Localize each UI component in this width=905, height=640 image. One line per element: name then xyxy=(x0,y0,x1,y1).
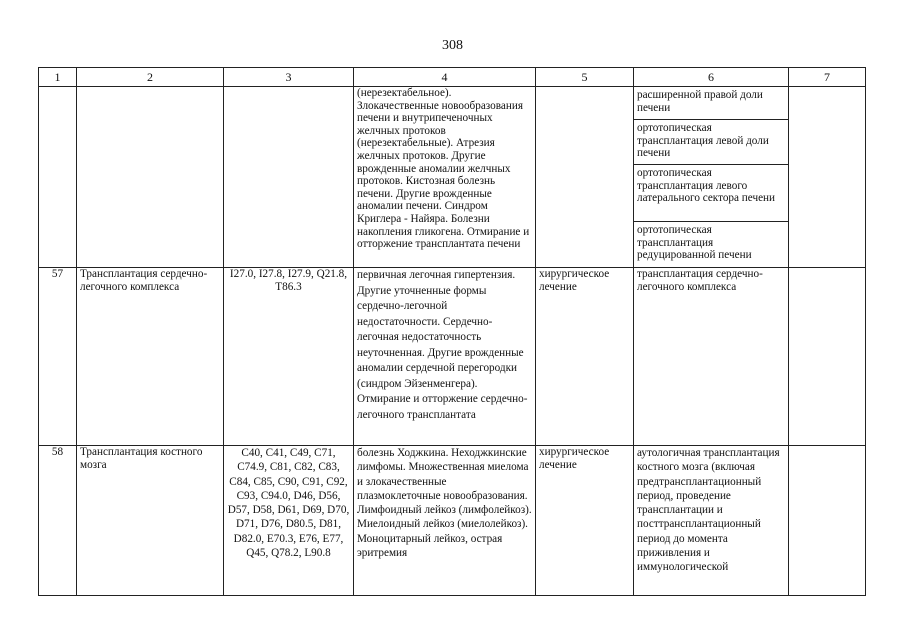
column-7-cell xyxy=(789,268,866,446)
icd-codes: C40, C41, C49, C71, C74.9, C81, C82, C83, C84, C85, C90, C91, C92, C93, C94.0, D46, D56, D57, D58, D61, D69, D70, D71, D76, D80.5, D81, D82.0, E70.3, E76, E77, Q45, Q78.2, L90.8 xyxy=(224,446,354,596)
header-row xyxy=(39,68,866,87)
row-number: 58 xyxy=(39,446,77,596)
treatment-methods xyxy=(634,87,789,268)
column-7-cell xyxy=(789,446,866,596)
header-col-7: 7 xyxy=(789,68,866,87)
page-number: 308 xyxy=(442,38,463,53)
treatment-method: аутологичная трансплантация костного мозга (включая предтрансплантационный период, проведение трансплантации и посттрансплантационный период до момента приживления и иммунологической xyxy=(634,446,789,596)
icd-codes: I27.0, I27.8, I27.9, Q21.8, T86.3 xyxy=(224,268,354,446)
procedure-name xyxy=(77,87,224,268)
procedure-name: Трансплантация сердечно-легочного комплекса xyxy=(77,268,224,446)
treatment-method: трансплантация сердечно-легочного комплекса xyxy=(634,268,789,446)
procedure-name: Трансплантация костного мозга xyxy=(77,446,224,596)
header-col-4: 4 xyxy=(354,68,536,87)
method-item: расширенной правой доли печени xyxy=(634,87,788,120)
disease-description: болезнь Ходжкина. Неходжкинские лимфомы. Множественная миелома и злокачественные плазмоклеточные новообразования. Лимфоидный лейкоз (лимфолейкоз). Миелоидный лейкоз (миелолейкоз). Моноцитарный лейкоз, острая эритремия xyxy=(354,446,536,596)
icd-codes xyxy=(224,87,354,268)
disease-description: первичная легочная гипертензия. Другие уточненные формы сердечно-легочной недостаточности. Сердечно-легочная недостаточность неуточненная. Другие врожденные аномалии сердечной перегородки (синдром Эйзенменгера). Отмирание и отторжение сердечно-легочного трансплантата xyxy=(354,268,536,446)
method-item: ортотопическая трансплантация левой доли печени xyxy=(634,120,788,165)
treatment-type: хирургическое лечение xyxy=(536,268,634,446)
header-col-5: 5 xyxy=(536,68,634,87)
method-item: ортотопическая трансплантация левого латерального сектора печени xyxy=(634,165,788,222)
treatment-type xyxy=(536,87,634,268)
header-col-6: 6 xyxy=(634,68,789,87)
header-col-3: 3 xyxy=(224,68,354,87)
header-col-1: 1 xyxy=(39,68,77,87)
medical-care-table xyxy=(38,67,866,596)
header-col-2: 2 xyxy=(77,68,224,87)
table-row xyxy=(39,268,866,446)
treatment-type: хирургическое лечение xyxy=(536,446,634,596)
disease-description: (нерезектабельное). Злокачественные новообразования печени и внутрипеченочных желчных протоков (нерезектабельные). Атрезия желчных протоков. Другие врожденные аномалии желчных протоков. Кистозная болезнь печени. Другие врожденные аномалии печени. Синдром Криглера - Найяра. Болезни накопления гликогена. Отмирание и отторжение трансплантата печени xyxy=(354,87,536,268)
method-item: ортотопическая трансплантация редуцированной печени xyxy=(637,224,752,262)
table-row xyxy=(39,87,866,268)
row-number xyxy=(39,87,77,268)
table-row xyxy=(39,446,866,596)
row-number: 57 xyxy=(39,268,77,446)
column-7-cell xyxy=(789,87,866,268)
